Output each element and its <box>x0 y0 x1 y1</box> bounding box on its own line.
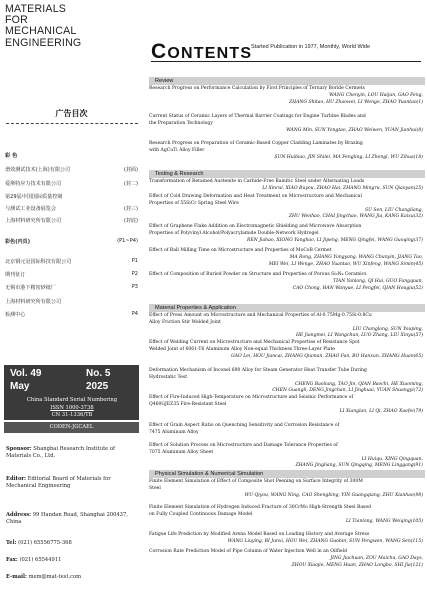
article-title: Effect of Welding Current on Microstructure and Mechanical Properties of Resistance Spot <box>149 340 360 345</box>
ad-item <box>5 271 138 278</box>
article-entry[interactable] <box>149 194 423 221</box>
ad-section-inner-label: 彩色(内页) <box>5 239 31 245</box>
article-authors: SU Sen, LIU Changliang, <box>365 207 423 213</box>
contents-column <box>143 0 427 599</box>
serial-label: China Standard Serial Numbering <box>26 397 118 403</box>
ad-name: 北京钢元冠国际科技有限公司 <box>5 259 72 265</box>
article-title: Properties of Polyvinyl Alcohol/Polyacrylamide Double-Network Hydrogel <box>149 230 319 236</box>
sponsor-label: Sponsor: <box>6 446 32 452</box>
article-title: Alloy Friction Stir Welded Joint <box>149 319 221 325</box>
article-title: 7075 Aluminum Alloy Sheet <box>149 449 214 455</box>
category-label: Physical Simulation & Numerical Simulation <box>155 471 264 477</box>
article-title: Deformation Mechanism of Inconel 690 Alloy for Steam Generator Heat Transfer Tube During <box>149 368 367 373</box>
article-authors: WANG Chenyin, LOU Haijun, GAO Feng, <box>329 92 423 98</box>
address-value: 99 Handan Road, Shanghai 200437, China <box>6 512 128 526</box>
sponsor-value: Shanghai Research Institute of Materials Co., Ltd. <box>6 446 115 460</box>
ad-name: 期刊征订 <box>5 272 26 278</box>
address-block <box>6 512 138 526</box>
article-authors: MA Rong, ZHANG Yongyang, WANG Chunyin, JIANG Tao, <box>289 254 423 260</box>
article-entry[interactable] <box>149 368 423 395</box>
article-authors: WU Qiyou, WANG Ning, CAO Shengbing, YIN Guangqiang, ZHU Xianhao(98) <box>244 492 423 498</box>
issue-year: 2025 <box>86 381 109 392</box>
ad-item <box>5 166 138 173</box>
ad-section-color: 彩 色 <box>5 153 18 159</box>
volume-box <box>4 365 139 420</box>
article-title: Properties of 55SiCr Spring Steel Wire <box>149 200 239 206</box>
ad-item <box>5 258 138 265</box>
ad-name: 上海材料研究所有限公司 <box>5 299 62 305</box>
article-title: Effect of Ball Milling Time on Microstructure and Properties of MoCoB Cermet <box>149 248 332 253</box>
article-authors: ZHOU Xiaojie, MENG Huan, ZHAO Longbo, SHI Jia(121) <box>291 562 423 568</box>
article-entry[interactable] <box>149 532 423 546</box>
article-authors: LI Huiqu, XING Qingquan, <box>361 456 423 462</box>
ad-index-heading: 广告目次 <box>55 109 88 118</box>
article-authors: JING Jiachuan, ZOU Maichu, GAO Days, <box>330 555 423 561</box>
article-title: Fatigue Life Prediction by Modified Arena Model Based on Loading History and Average Stress <box>149 532 370 537</box>
article-entry[interactable] <box>149 340 423 360</box>
article-authors: LIU Changlong, SUN Youping, <box>352 326 423 332</box>
article-title: Finite Element Simulation of Hydrogen Induced Fracture of 30CrMo High-Strength Steel Based <box>149 505 371 510</box>
issue-month: May <box>10 381 30 392</box>
article-entry[interactable] <box>149 443 423 470</box>
ad-item <box>5 298 138 305</box>
ad-name: 上海材料研究所有限公司 <box>5 218 62 224</box>
sponsor-block <box>6 446 138 460</box>
ad-page: P1 <box>131 258 138 264</box>
article-authors: TIAN Yanlong, QI Hui, GUO Fangquan, <box>333 278 423 284</box>
ad-item <box>5 205 138 212</box>
magazine-title <box>5 4 81 49</box>
article-title: Hydrostatic Test <box>149 374 188 380</box>
article-title: Q460GJEZ35 Fire-Resistant Steel <box>149 401 227 407</box>
ad-name: 谱效测试技术(上海)有限公司 <box>5 167 71 173</box>
article-title: with AgCuTi Alloy Filler <box>149 147 205 153</box>
issue-number: No. 5 <box>86 368 111 379</box>
ad-page: (封二) <box>123 181 138 187</box>
magazine-title-line: MATERIALS <box>5 3 67 15</box>
article-authors: WANG Min, SUN Yongtao, ZHAO Weiwen, YUAN Jianhui(8) <box>286 127 423 133</box>
ad-section-inner <box>5 238 138 245</box>
article-authors: ZHANG Shitao, HU Zhaowei, LI Wenge, ZHAO Yuantao(1) <box>289 99 423 105</box>
ad-name: 爱斯特应力技术有限公司 <box>5 181 62 187</box>
article-entry[interactable] <box>149 313 423 340</box>
article-entry[interactable] <box>149 114 423 134</box>
article-authors: CHEN Guangli, DENG Jingchan, LI Jinghuai, YUAN Shuangyi(72) <box>272 388 423 394</box>
article-authors: LI Xianglan, LI Qi, ZHAO Xuefei(79) <box>339 408 423 414</box>
article-authors: GAO Lei, HOU Jiancai, ZHANG Qiuman, ZHAO Fan, BO Hanxun, ZHANG Huan(65) <box>231 353 423 359</box>
article-entry[interactable] <box>149 86 423 106</box>
article-entry[interactable] <box>149 395 423 415</box>
category-label: Material Properties & Application <box>155 305 236 311</box>
magazine-title-line: MECHANICAL <box>5 25 77 38</box>
cn-number: CN 31-1336/TB <box>51 412 93 418</box>
article-entry[interactable] <box>149 423 423 437</box>
tel-label: Tel: <box>6 540 17 546</box>
category-bar <box>149 170 425 178</box>
header-rule <box>151 61 421 62</box>
article-title: Research Progress on Performance Calculation by First Principles of Ternary Boride Cermets <box>149 86 365 91</box>
left-column <box>0 0 143 599</box>
article-title: Effect of Grain Aspect Ratio on Quenching Sensitivity and Corrosion Resistance of <box>149 423 340 428</box>
article-authors: MEI Wei, LI Wenge, ZHAO Yuantao, WU Xinfeng, WANG Simin(45) <box>268 261 423 267</box>
ad-section-inner-pages: (P1~P4) <box>117 238 138 244</box>
article-entry[interactable] <box>149 479 423 499</box>
email-value: mem@mat-test.com <box>28 574 82 580</box>
article-entry[interactable] <box>149 505 423 525</box>
contents-first-letter: C <box>151 40 168 63</box>
article-authors: ZHU Wenhao, CHAI Jingchao, WANG Jia, KANG Kaixu(32) <box>288 214 423 220</box>
tel-value: (021) 65556775-368 <box>18 540 72 546</box>
ad-page: P3 <box>131 284 138 290</box>
coden: CODEN-JGCAEL <box>4 422 139 433</box>
article-title: Effect of Fire-Induced High-Temperature on Microstructure and Seismic Performance of <box>149 395 354 400</box>
publication-info: Started Publication in 1977, Monthly, World Wide <box>251 44 371 50</box>
category-bar <box>149 304 425 312</box>
editor-label: Editor: <box>6 476 27 482</box>
ad-item <box>5 217 138 224</box>
fax-label: Fax: <box>6 557 18 563</box>
article-title: Effect of Cold Drawing Deformation and Heat Treatment on Microstructure and Mechanical <box>149 194 362 199</box>
article-title: 7475 Aluminum Alloy <box>149 429 199 435</box>
ad-item <box>5 284 138 291</box>
article-authors: WANG Liuying, BI Junxi, HOU Wei, ZHANG Guobin, SUN Pengwen, WANG Sen(115) <box>227 538 423 544</box>
magazine-title-line: FOR <box>5 14 28 27</box>
ad-index-divider <box>6 123 138 124</box>
ad-name: 第29届中国国际质量控制 <box>5 194 63 200</box>
category-label: Testing & Research <box>155 171 204 177</box>
article-title: Current Status of Ceramic Layers of Thermal Barrier Coatings for Engine Turbine Blades and <box>149 114 366 119</box>
article-authors: REN Jiahao, XIONG Yanghao, LI Jipeng, MENG Qingfei, WANG Guoqing(37) <box>247 237 423 243</box>
volume-number: Vol. 49 <box>10 368 42 379</box>
fax-block <box>6 557 138 564</box>
fax-value: (021) 65544911 <box>19 557 62 563</box>
ad-page: P4 <box>131 311 138 317</box>
ad-name: 与测试工业设备展览会 <box>5 206 56 212</box>
article-authors: CHENG Baoliang, TAO Jin, QIAN Baochi, HE Xiaoming, <box>294 381 423 387</box>
article-title: Transformation of Retained Austenite in Carbide-Free Bainitic Steel under Alternating Loads <box>149 179 365 184</box>
ad-page: (封底) <box>123 218 138 224</box>
tel-block <box>6 540 138 547</box>
category-bar <box>149 77 425 85</box>
article-title: the Preparation Technology <box>149 120 213 126</box>
ad-item <box>5 311 138 318</box>
article-title: Effect of Solution Process on Microstructure and Damage Tolerance Properties of <box>149 443 338 448</box>
article-title: Corrosion Rate Prediction Model of Pipe Column of Water Injection Well in an Oilfield <box>149 549 347 554</box>
address-label: Address: <box>6 512 32 518</box>
article-entry[interactable] <box>149 549 423 569</box>
article-entry[interactable] <box>149 248 423 268</box>
ad-page: (封三) <box>123 206 138 212</box>
ad-item <box>5 180 138 187</box>
article-authors: LI Xinrui, XIAO Buyou, ZHAO Hai, ZHANG Mingru, SUN Qiaoyan(25) <box>262 185 423 191</box>
ad-page: (封面) <box>123 167 138 173</box>
email-label: E-mail: <box>6 574 27 580</box>
article-title: Steel <box>149 485 161 491</box>
article-title: Finite Element Simulation of Effect of Composite Shot Peening on Surface Integrity of 300M <box>149 479 363 484</box>
article-authors: CAO Chong, HAN Wanyue, LI Pengfei, QIAN Hougiu(52) <box>292 285 423 291</box>
ad-page: P2 <box>131 271 138 277</box>
editor-value: Editorial Board of Materials for Mechanical Engineering <box>6 476 111 490</box>
editor-block <box>6 476 138 490</box>
contents-rest: ONTENTS <box>167 45 253 62</box>
category-bar <box>149 470 425 478</box>
category-label: Review <box>155 78 174 84</box>
article-authors: ZHANG Jingliang, SUN Qingqing, MENG Linggang(91) <box>295 463 423 469</box>
issn: ISSN 1000-3738 <box>50 405 94 411</box>
ad-name: 检测中心 <box>5 312 26 318</box>
article-entry[interactable] <box>149 272 423 292</box>
article-title: Research Progress on Preparation of Ceramic-Based Copper Cladding Laminates by Brazing <box>149 141 363 146</box>
ad-item <box>5 193 138 200</box>
magazine-title-line: ENGINEERING <box>5 36 82 49</box>
article-authors: HE Jiangmei, LI Wangchun, LUO Zhang, LIU Xinyu(57) <box>295 333 423 339</box>
article-entry[interactable] <box>149 179 423 193</box>
article-authors: SUN Huibiao, JIN Shilei, MA Fengling, LI Zhengi, WU Zihua(18) <box>274 154 423 160</box>
article-title: on Fully Coupled Continuous Damage Model <box>149 511 253 517</box>
article-title: Effect of Composition of Buried Powder on Structure and Properties of Porous Si₃N₄ Ceramics <box>149 272 367 277</box>
article-entry[interactable] <box>149 141 423 161</box>
article-title: Effect of Graphene Flake Addition on Electromagnetic Shielding and Microwave Absorption <box>149 224 362 229</box>
article-title: Effect of Press Amount on Microstructure and Mechanical Properties of Al-0.75Mg-0.75Si-0.8Cu <box>149 313 372 318</box>
article-entry[interactable] <box>149 224 423 244</box>
email-block <box>6 574 138 581</box>
article-authors: LI Tianlong, WANG Weiqing(105) <box>346 518 423 524</box>
ad-name: 无锡市港下精密砂纸厂 <box>5 285 56 291</box>
article-title: Welded Joint of 6061-T6 Aluminum Alloy Non-equal Thickness Three-Layer Plate <box>149 346 335 352</box>
